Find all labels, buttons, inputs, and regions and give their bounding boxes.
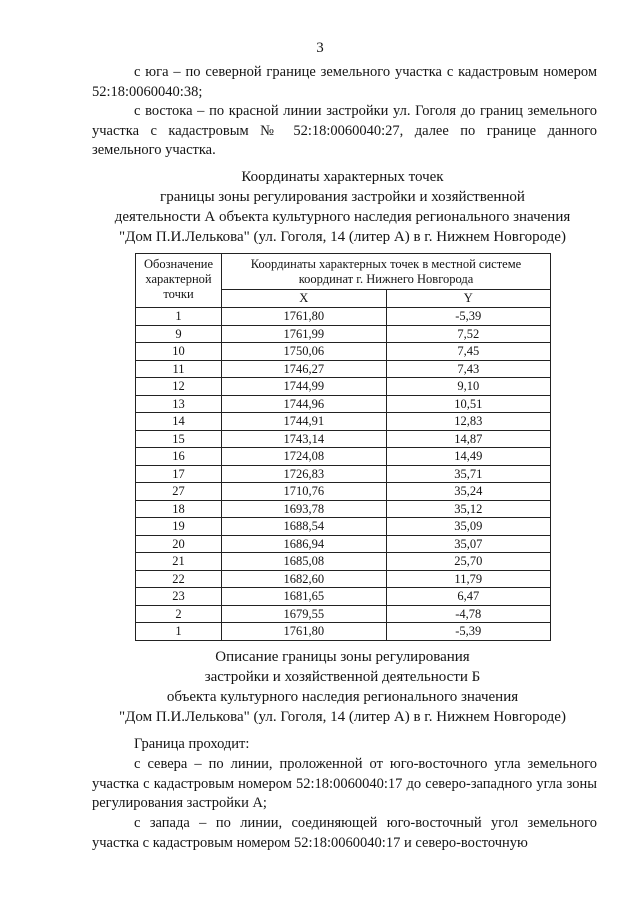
y-cell: -5,39 [386, 623, 551, 641]
coordinates-table [135, 253, 551, 641]
x-cell: 1750,06 [222, 343, 387, 361]
table-row [136, 623, 551, 641]
north-boundary-text: с севера – по линии, проложенной от юго-восточного угла земельного участка с кадастровым номером 52:18:0060040:17 до северо-западного угла зоны регулирования застройки А; [92, 755, 597, 812]
x-cell: 1686,94 [222, 535, 387, 553]
point-cell: 27 [136, 483, 222, 501]
x-cell: 1688,54 [222, 518, 387, 536]
point-cell: 2 [136, 605, 222, 623]
point-cell: 13 [136, 395, 222, 413]
description-heading [80, 647, 605, 727]
heading-line: объекта культурного наследия регионального значения [166, 689, 519, 705]
table-row [136, 308, 551, 326]
point-cell: 16 [136, 448, 222, 466]
y-cell: 10,51 [386, 395, 551, 413]
x-cell: 1726,83 [222, 465, 387, 483]
point-cell: 20 [136, 535, 222, 553]
coordinate-system-header: Координаты характерных точек в местной системе координат г. Нижнего Новгорода [222, 254, 551, 290]
table-row [136, 378, 551, 396]
table-row [136, 343, 551, 361]
y-cell: 35,71 [386, 465, 551, 483]
y-cell: -5,39 [386, 308, 551, 326]
x-cell: 1761,80 [222, 623, 387, 641]
point-cell: 12 [136, 378, 222, 396]
heading-line: Описание границы зоны регулирования [215, 649, 470, 665]
heading-line: Координаты характерных точек [241, 169, 444, 185]
table-row [136, 413, 551, 431]
y-cell: 9,10 [386, 378, 551, 396]
y-cell: -4,78 [386, 605, 551, 623]
x-cell: 1682,60 [222, 570, 387, 588]
point-cell: 11 [136, 360, 222, 378]
point-cell: 21 [136, 553, 222, 571]
point-column-header: Обозначение характерной точки [136, 254, 222, 308]
point-cell: 14 [136, 413, 222, 431]
y-cell: 35,07 [386, 535, 551, 553]
y-cell: 7,45 [386, 343, 551, 361]
table-row [136, 605, 551, 623]
table-row [136, 430, 551, 448]
x-cell: 1685,08 [222, 553, 387, 571]
x-cell: 1761,80 [222, 308, 387, 326]
point-cell: 1 [136, 623, 222, 641]
x-cell: 1744,99 [222, 378, 387, 396]
x-cell: 1724,08 [222, 448, 387, 466]
y-cell: 35,24 [386, 483, 551, 501]
table-row [136, 448, 551, 466]
table-row [136, 535, 551, 553]
x-column-header: X [222, 290, 387, 308]
table-row [136, 570, 551, 588]
table-row [136, 395, 551, 413]
point-cell: 22 [136, 570, 222, 588]
x-cell: 1746,27 [222, 360, 387, 378]
y-cell: 35,12 [386, 500, 551, 518]
page-number: 3 [316, 40, 324, 56]
heading-line: "Дом П.И.Лелькова" (ул. Гоголя, 14 (литер А) в г. Нижнем Новгороде) [119, 229, 566, 245]
x-cell: 1744,96 [222, 395, 387, 413]
x-cell: 1743,14 [222, 430, 387, 448]
y-cell: 25,70 [386, 553, 551, 571]
point-cell: 23 [136, 588, 222, 606]
heading-line: деятельности А объекта культурного наследия регионального значения [114, 209, 571, 225]
point-cell: 10 [136, 343, 222, 361]
table-row [136, 500, 551, 518]
x-cell: 1761,99 [222, 325, 387, 343]
point-cell: 1 [136, 308, 222, 326]
y-cell: 6,47 [386, 588, 551, 606]
x-cell: 1693,78 [222, 500, 387, 518]
y-cell: 11,79 [386, 570, 551, 588]
x-cell: 1744,91 [222, 413, 387, 431]
west-boundary-text: с запада – по линии, соединяющей юго-восточный угол земельного участка с кадастровым номером 52:18:0060040:17 и северо-восточную [92, 815, 597, 851]
table-row [136, 518, 551, 536]
table-row [136, 588, 551, 606]
table-row [136, 360, 551, 378]
y-cell: 7,52 [386, 325, 551, 343]
x-cell: 1710,76 [222, 483, 387, 501]
x-cell: 1679,55 [222, 605, 387, 623]
y-cell: 7,43 [386, 360, 551, 378]
x-cell: 1681,65 [222, 588, 387, 606]
point-cell: 15 [136, 430, 222, 448]
east-boundary-text: с востока – по красной линии застройки ул. Гоголя до границ земельного участка с кадастровым № 52:18:0060040:27, далее по границе данного земельного участка. [92, 103, 597, 158]
boundary-description [92, 735, 597, 854]
y-cell: 12,83 [386, 413, 551, 431]
south-boundary-text: с юга – по северной границе земельного участка с кадастровым номером 52:18:0060040:38; [92, 64, 597, 100]
table-row [136, 325, 551, 343]
heading-line: застройки и хозяйственной деятельности Б [204, 669, 481, 685]
coordinates-heading [80, 167, 605, 247]
table-row [136, 553, 551, 571]
point-cell: 18 [136, 500, 222, 518]
y-column-header: Y [386, 290, 551, 308]
y-cell: 14,87 [386, 430, 551, 448]
point-cell: 9 [136, 325, 222, 343]
y-cell: 14,49 [386, 448, 551, 466]
description-title: Граница проходит: [134, 736, 250, 752]
point-cell: 19 [136, 518, 222, 536]
heading-line: "Дом П.И.Лелькова" (ул. Гоголя, 14 (литер А) в г. Нижнем Новгороде) [119, 709, 566, 725]
table-row [136, 465, 551, 483]
table-row [136, 483, 551, 501]
heading-line: границы зоны регулирования застройки и хозяйственной [160, 189, 525, 205]
point-cell: 17 [136, 465, 222, 483]
y-cell: 35,09 [386, 518, 551, 536]
